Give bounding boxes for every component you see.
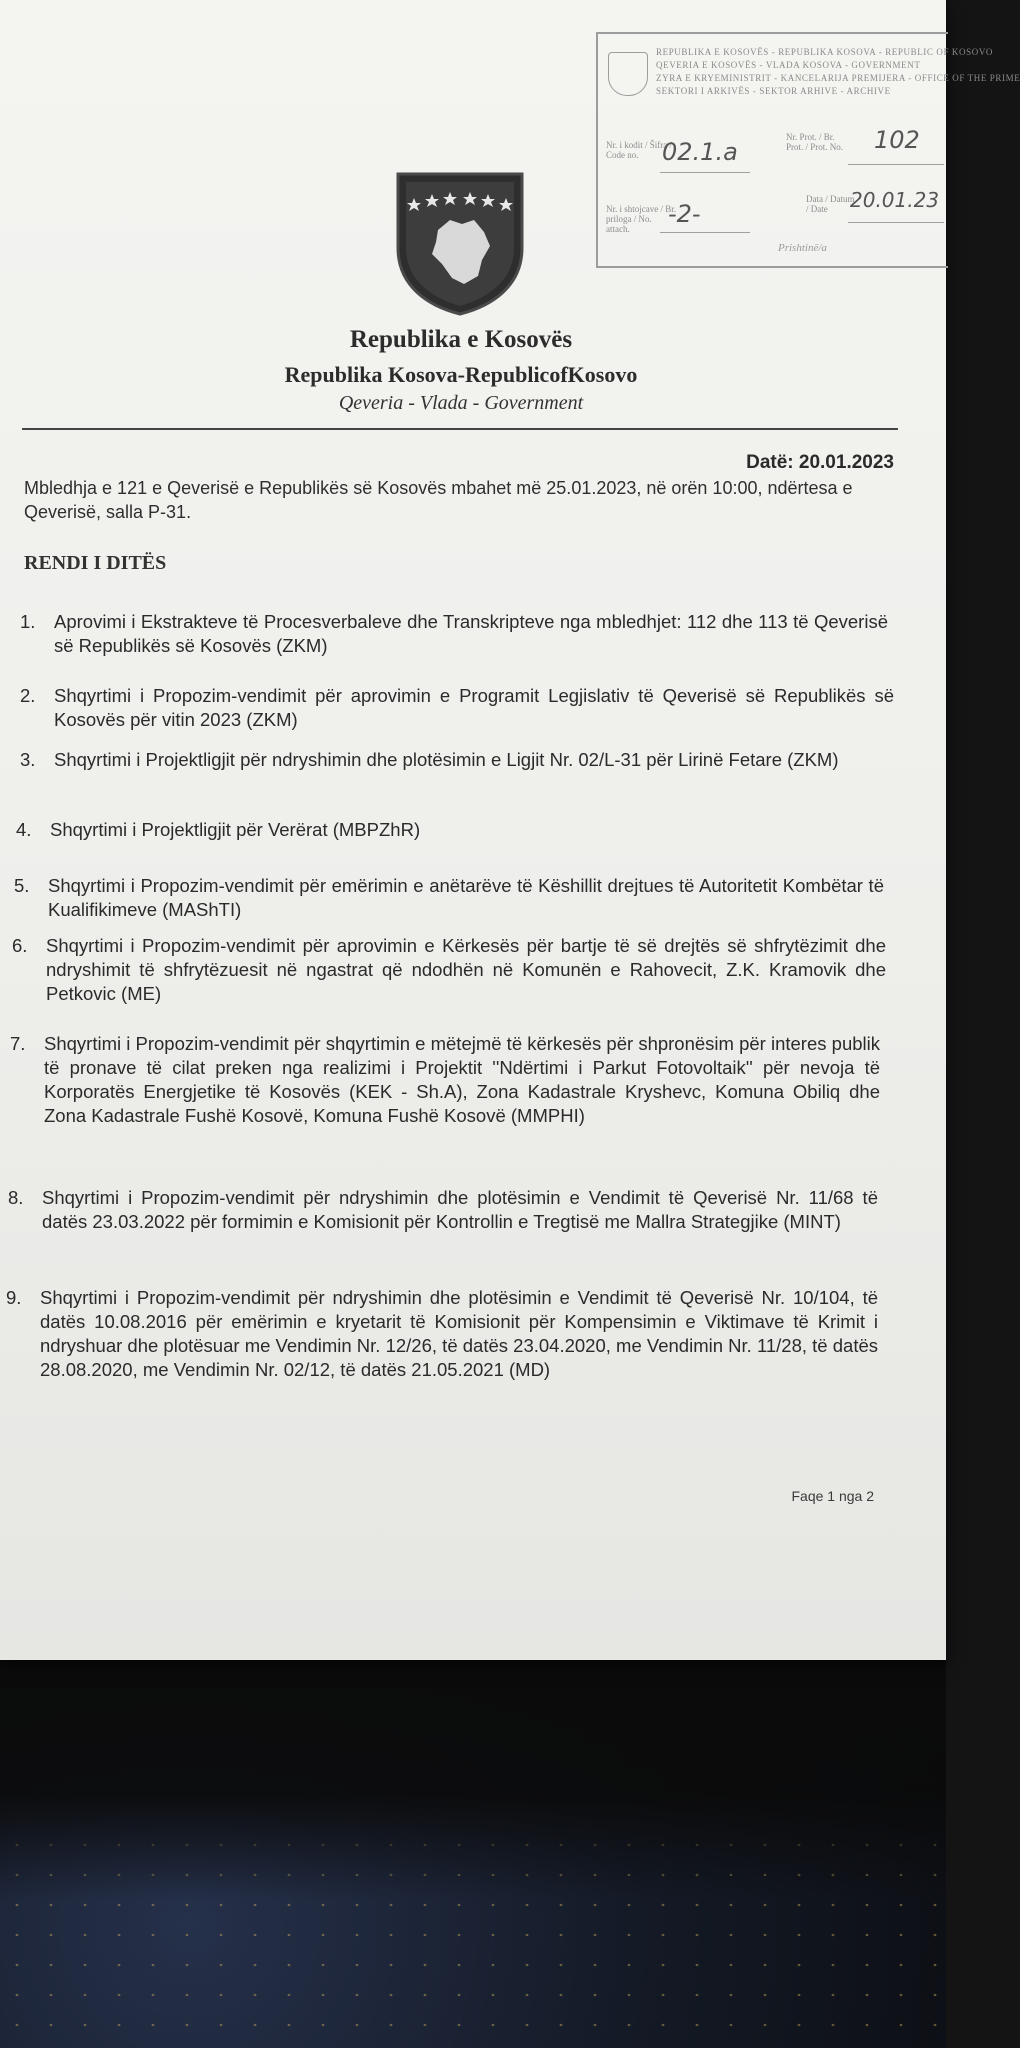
agenda-item-text: Shqyrtimi i Propozim-vendimit për aprovimin e Kërkesës për bartje të së drejtës së shfrytëzimit dhe ndryshimit të shfrytëzuesit në ngastrat që ndodhën në Komunën e Rahovecit, Z.K. Kramovik dhe Petkovic (ME) xyxy=(46,935,886,1004)
stamp-date-label: Data / Datum / Date xyxy=(806,194,855,214)
stamp-code-value: 02.1.a xyxy=(662,138,738,166)
stamp-header-line: REPUBLIKA E KOSOVËS - REPUBLIKA KOSOVA - REPUBLIC OF KOSOVO xyxy=(656,47,994,57)
page-number: Faqe 1 nga 2 xyxy=(791,1488,874,1504)
stamp-line xyxy=(660,232,750,233)
header-divider xyxy=(22,428,898,430)
stamp-protocol-value: 102 xyxy=(874,126,920,154)
agenda-item-number: 7. xyxy=(10,1033,26,1054)
stamp-header-line: QEVERIA E KOSOVËS - VLADA KOSOVA - GOVERNMENT xyxy=(656,60,921,70)
agenda-item-number: 8. xyxy=(8,1187,24,1208)
agenda-item-text: Aprovimi i Ekstrakteve të Procesverbaleve dhe Transkripteve nga mbledhjet: 112 dhe 113 të Qeverisë së Republikës së Kosovës (ZKM) xyxy=(54,611,888,656)
kosovo-coat-of-arms-icon xyxy=(392,168,528,318)
agenda-item-text: Shqyrtimi i Projektligjit për Verërat (MBPZhR) xyxy=(50,819,421,840)
stamp-line xyxy=(660,172,750,173)
stamp-line xyxy=(848,164,944,165)
agenda-item xyxy=(14,874,884,922)
table-shadow xyxy=(0,1640,946,1900)
agenda-item-text: Shqyrtimi i Propozim-vendimit për ndryshimin dhe plotësimin e Vendimit të Qeverisë Nr. 11/68 të datës 23.03.2022 për formimin e Komisionit për Kontrollin e Tregtisë me Mallra Strategjike (MINT) xyxy=(42,1187,878,1232)
agenda-item-number: 3. xyxy=(20,749,36,770)
stamp-attachments-value: -2- xyxy=(668,200,701,228)
agenda-item xyxy=(12,934,886,1006)
meeting-intro: Mbledhja e 121 e Qeverisë e Republikës së Kosovës mbahet më 25.01.2023, në orën 10:00, ndërtesa e Qeverisë, salla P-31. xyxy=(24,478,853,522)
agenda-item xyxy=(16,818,894,842)
agenda-item-number: 1. xyxy=(20,611,36,632)
document-date: Datë: 20.01.2023 xyxy=(746,452,894,473)
stamp-protocol-label: Nr. Prot. / Br. Prot. / Prot. No. xyxy=(786,132,844,152)
agenda-item-text: Shqyrtimi i Propozim-vendimit për ndryshimin dhe plotësimin e Vendimit të Qeverisë Nr. 10/104, të datës 10.08.2016 për emërimin e kryetarit të Komisionit për Kompensimin e Viktimave të Krimit i ndryshuar dhe plotësuar me Vendimin Nr. 12/26, të datës 23.04.2020, me Vendimin Nr. 11/28, të datës 28.08.2020, me Vendimin Nr. 02/12, të datës 21.05.2021 (MD) xyxy=(40,1287,878,1380)
agenda-item xyxy=(8,1186,878,1234)
agenda-item xyxy=(10,1032,880,1128)
agenda-item xyxy=(6,1286,878,1382)
crest-icon xyxy=(608,52,648,96)
agenda-item-number: 6. xyxy=(12,935,28,956)
agenda-item-number: 4. xyxy=(16,819,32,840)
header-subtitle: Republika Kosova-RepublicofKosovo xyxy=(284,362,638,387)
stamp-code-label: Nr. i kodit / Šifra / Code no. xyxy=(606,140,672,160)
stamp-header-line: SEKTORI I ARKIVËS - SEKTOR ARHIVE - ARCHIVE xyxy=(656,86,891,96)
stamp-line xyxy=(848,222,944,223)
agenda-item-text: Shqyrtimi i Propozim-vendimit për emërimin e anëtarëve të Këshillit drejtues të Autoritetit Kombëtar të Kualifikimeve (MAShTI) xyxy=(48,875,884,920)
header-title: Republika e Kosovës xyxy=(349,326,573,353)
agenda-item xyxy=(20,684,894,732)
agenda-item-text: Shqyrtimi i Propozim-vendimit për aprovimin e Programit Legjislativ të Qeverisë së Republikës së Kosovës për vitin 2023 (ZKM) xyxy=(54,685,894,730)
agenda-item-number: 2. xyxy=(20,685,36,706)
archive-stamp xyxy=(596,32,1020,268)
agenda-item xyxy=(20,748,894,772)
agenda-item-text: Shqyrtimi i Projektligjit për ndryshimin dhe plotësimin e Ligjit Nr. 02/L-31 për Lirinë Fetare (ZKM) xyxy=(54,749,839,770)
stamp-header-line: ZYRA E KRYEMINISTRIT - KANCELARIJA PREMIJERA - OFFICE OF THE PRIME xyxy=(656,73,1020,83)
agenda-item-text: Shqyrtimi i Propozim-vendimit për shqyrtimin e mëtejmë të kërkesës për shpronësim për interes publik të pronave të cilat preken nga realizimi i Projektit ''Ndërtimi i Parkut Fotovoltaik'' për nevoja të Korporatës Energjetike të Kosovës (KEK - Sh.A), Zona Kadastrale Kryshevc, Komuna Obiliq dhe Zona Kadastrale Fushë Kosovë, Komuna Fushë Kosovë (MMPHI) xyxy=(44,1033,880,1126)
header-government-line: Qeveria - Vlada - Government xyxy=(338,392,584,414)
agenda-title: RENDI I DITËS xyxy=(24,552,167,574)
stamp-header xyxy=(656,46,1020,98)
agenda-item xyxy=(20,610,888,658)
stamp-attachments-label: Nr. i shtojcave / Br. priloga / No. attach. xyxy=(606,204,676,234)
stamp-place: Prishtinë/a xyxy=(778,242,827,254)
stamp-date-value: 20.01.23 xyxy=(850,188,940,212)
agenda-item-number: 9. xyxy=(6,1287,22,1308)
agenda-item-number: 5. xyxy=(14,875,30,896)
